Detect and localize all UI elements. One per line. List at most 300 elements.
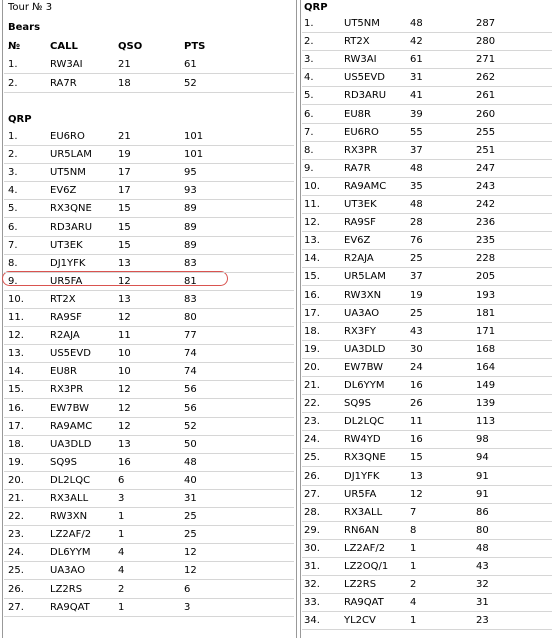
pts-cell: 242 xyxy=(476,199,496,210)
row-separator xyxy=(4,254,294,255)
rank-cell: 15. xyxy=(304,271,320,283)
call-cell: DL2LQC xyxy=(344,416,385,428)
pts-cell: 48 xyxy=(476,542,489,554)
pts-cell: 89 xyxy=(184,239,197,251)
pts-cell: 3 xyxy=(184,601,191,613)
qso-cell: 1 xyxy=(410,615,417,627)
call-cell: EW7BW xyxy=(50,402,89,414)
rank-cell: 15. xyxy=(8,384,24,396)
qso-cell: 13 xyxy=(410,470,423,482)
row-separator xyxy=(4,236,294,237)
rank-cell: 12. xyxy=(8,330,24,342)
row-separator xyxy=(4,272,294,273)
pts-cell: 61 xyxy=(184,59,197,70)
call-cell: RX3ALL xyxy=(50,493,89,504)
qso-cell: 42 xyxy=(410,36,423,48)
rank-cell: 8. xyxy=(8,257,18,269)
row-separator xyxy=(302,267,552,268)
row-separator xyxy=(4,616,294,617)
call-cell: RX3ALL xyxy=(344,506,383,518)
pts-cell: 171 xyxy=(476,325,496,337)
pts-cell: 247 xyxy=(476,162,496,174)
column-divider xyxy=(296,0,297,638)
row-separator xyxy=(4,453,294,454)
pts-cell: 52 xyxy=(184,420,197,432)
call-cell: LZ2AF/2 xyxy=(50,529,92,541)
rank-cell: 18. xyxy=(304,325,320,337)
qso-cell: 1 xyxy=(118,601,125,613)
pts-cell: 101 xyxy=(184,131,204,142)
row-separator xyxy=(302,448,552,449)
pts-cell: 164 xyxy=(476,361,496,373)
qso-cell: 12 xyxy=(118,384,131,396)
pts-cell: 235 xyxy=(476,235,496,247)
qso-cell: 16 xyxy=(118,456,131,468)
pts-cell: 80 xyxy=(476,524,489,536)
qso-cell: 21 xyxy=(118,131,131,142)
row-separator xyxy=(4,380,294,381)
col-number-header: № xyxy=(8,41,21,52)
call-cell: UT3EK xyxy=(344,199,377,210)
call-cell: UA3AO xyxy=(50,565,86,577)
call-cell: DJ1YFK xyxy=(50,257,86,269)
left-border xyxy=(2,0,3,638)
rank-cell: 19. xyxy=(8,456,24,468)
pts-cell: 228 xyxy=(476,253,496,265)
call-cell: SQ9S xyxy=(344,398,371,410)
call-cell: DJ1YFK xyxy=(344,470,380,482)
row-separator xyxy=(302,430,552,431)
pts-cell: 91 xyxy=(476,470,489,482)
rank-cell: 23. xyxy=(304,416,320,428)
qso-cell: 39 xyxy=(410,108,423,120)
call-cell: RA7R xyxy=(344,162,371,174)
pts-cell: 262 xyxy=(476,72,496,84)
rank-cell: 14. xyxy=(8,366,24,378)
call-cell: UA3DLD xyxy=(50,438,92,450)
qrp-heading-right: QRP xyxy=(304,2,328,13)
qso-cell: 31 xyxy=(410,72,423,84)
call-cell: RW3XN xyxy=(50,511,88,523)
call-cell: RA9SF xyxy=(344,217,376,229)
rank-cell: 10. xyxy=(8,293,24,305)
qso-cell: 1 xyxy=(118,529,125,541)
row-separator xyxy=(302,50,552,51)
row-separator xyxy=(302,539,552,540)
qso-cell: 11 xyxy=(410,416,423,428)
call-cell: UR5LAM xyxy=(344,271,386,283)
rank-cell: 14. xyxy=(304,253,320,265)
pts-cell: 113 xyxy=(476,416,496,428)
rank-cell: 13. xyxy=(304,235,320,247)
rank-cell: 9. xyxy=(8,275,18,287)
call-cell: RT2X xyxy=(344,36,370,48)
rank-cell: 30. xyxy=(304,542,320,554)
rank-cell: 22. xyxy=(304,398,320,410)
qso-cell: 1 xyxy=(410,561,417,572)
qso-cell: 13 xyxy=(118,438,131,450)
rank-cell: 16. xyxy=(304,289,320,301)
row-separator xyxy=(4,181,294,182)
rank-cell: 11. xyxy=(304,199,320,210)
rank-cell: 20. xyxy=(304,361,320,373)
pts-cell: 77 xyxy=(184,330,197,342)
rank-cell: 13. xyxy=(8,348,24,360)
qso-cell: 12 xyxy=(410,488,423,500)
rank-cell: 18. xyxy=(8,438,24,450)
row-separator xyxy=(4,525,294,526)
rank-cell: 17. xyxy=(8,420,24,432)
call-cell: SQ9S xyxy=(50,456,77,468)
call-cell: RX3PR xyxy=(344,144,378,156)
call-cell: UA3AO xyxy=(344,307,380,319)
row-separator xyxy=(302,340,552,341)
qso-cell: 35 xyxy=(410,180,423,192)
row-separator xyxy=(4,362,294,363)
call-cell: EU6RO xyxy=(50,131,85,142)
col-call-header: CALL xyxy=(50,41,78,52)
call-cell: UT3EK xyxy=(50,239,83,251)
row-separator xyxy=(302,358,552,359)
qso-cell: 25 xyxy=(410,307,423,319)
call-cell: RT2X xyxy=(50,293,76,305)
bears-heading: Bears xyxy=(8,22,41,33)
rank-cell: 8. xyxy=(304,144,314,156)
row-separator xyxy=(4,471,294,472)
rank-cell: 7. xyxy=(304,126,314,138)
pts-cell: 139 xyxy=(476,398,496,410)
pts-cell: 255 xyxy=(476,126,496,138)
qso-cell: 24 xyxy=(410,361,423,373)
call-cell: LZ2RS xyxy=(344,579,377,591)
call-cell: RW4YD xyxy=(344,434,381,446)
qso-cell: 41 xyxy=(410,90,423,102)
pts-cell: 56 xyxy=(184,384,197,396)
row-separator xyxy=(4,163,294,164)
call-cell: RX3FY xyxy=(344,325,377,337)
pts-cell: 261 xyxy=(476,90,496,102)
qso-cell: 12 xyxy=(118,275,131,287)
rank-cell: 4. xyxy=(304,72,314,84)
call-cell: DL6YYM xyxy=(50,547,91,559)
qso-cell: 1 xyxy=(118,511,125,523)
pts-cell: 236 xyxy=(476,217,496,229)
pts-cell: 74 xyxy=(184,348,197,360)
row-separator xyxy=(302,249,552,250)
pts-cell: 93 xyxy=(184,185,197,197)
call-cell: RW3XN xyxy=(344,289,382,301)
rank-cell: 20. xyxy=(8,474,24,486)
pts-cell: 31 xyxy=(184,493,197,504)
pts-cell: 287 xyxy=(476,18,496,29)
rank-cell: 32. xyxy=(304,579,320,591)
pts-cell: 81 xyxy=(184,275,197,287)
call-cell: EV6Z xyxy=(344,235,371,247)
qso-cell: 26 xyxy=(410,398,423,410)
row-separator xyxy=(302,231,552,232)
pts-cell: 48 xyxy=(184,456,197,468)
qso-cell: 12 xyxy=(118,402,131,414)
rank-cell: 28. xyxy=(304,506,320,518)
call-cell: EU8R xyxy=(344,108,371,120)
row-separator xyxy=(302,322,552,323)
rank-cell: 1. xyxy=(304,18,314,29)
call-cell: YL2CV xyxy=(344,615,376,627)
rank-cell: 25. xyxy=(8,565,24,577)
qso-cell: 7 xyxy=(410,506,417,518)
rank-cell: 2. xyxy=(8,149,18,161)
qso-cell: 17 xyxy=(118,167,131,179)
qso-cell: 19 xyxy=(410,289,423,301)
qso-cell: 16 xyxy=(410,380,423,391)
col-qso-header: QSO xyxy=(118,41,143,52)
row-separator xyxy=(4,217,294,218)
qso-cell: 28 xyxy=(410,217,423,229)
qso-cell: 30 xyxy=(410,343,423,355)
rank-cell: 6. xyxy=(8,221,18,233)
qso-cell: 48 xyxy=(410,162,423,174)
row-separator xyxy=(4,417,294,418)
call-cell: US5EVD xyxy=(50,348,91,360)
tour-title: Tour № 3 xyxy=(8,2,53,13)
rank-cell: 11. xyxy=(8,312,24,323)
qso-cell: 3 xyxy=(118,493,125,504)
pts-cell: 91 xyxy=(476,488,489,500)
rank-cell: 29. xyxy=(304,524,320,536)
qso-cell: 48 xyxy=(410,199,423,210)
row-separator xyxy=(4,598,294,599)
row-separator xyxy=(4,326,294,327)
call-cell: UR5LAM xyxy=(50,149,92,161)
pts-cell: 193 xyxy=(476,289,496,301)
row-separator xyxy=(302,68,552,69)
rank-cell: 33. xyxy=(304,597,320,609)
qrp-heading-left: QRP xyxy=(8,114,32,125)
pts-cell: 205 xyxy=(476,271,496,283)
rank-cell: 17. xyxy=(304,307,320,319)
call-cell: EV6Z xyxy=(50,185,77,197)
qso-cell: 25 xyxy=(410,253,423,265)
call-cell: UR5FA xyxy=(50,275,83,287)
pts-cell: 280 xyxy=(476,36,496,48)
row-separator xyxy=(302,575,552,576)
pts-cell: 181 xyxy=(476,307,496,319)
row-separator xyxy=(302,177,552,178)
pts-cell: 86 xyxy=(476,506,489,518)
call-cell: RA9QAT xyxy=(344,597,384,609)
qso-cell: 2 xyxy=(118,583,125,595)
pts-cell: 89 xyxy=(184,203,197,215)
call-cell: RW3AI xyxy=(50,59,83,70)
call-cell: RX3QNE xyxy=(344,452,386,464)
pts-cell: 89 xyxy=(184,221,197,233)
qso-cell: 55 xyxy=(410,126,423,138)
row-separator xyxy=(302,521,552,522)
qso-cell: 61 xyxy=(410,54,423,66)
qso-cell: 2 xyxy=(410,579,417,591)
rank-cell: 25. xyxy=(304,452,320,464)
qso-cell: 12 xyxy=(118,312,131,323)
qso-cell: 37 xyxy=(410,144,423,156)
row-separator xyxy=(302,412,552,413)
pts-cell: 260 xyxy=(476,108,496,120)
qso-cell: 4 xyxy=(118,547,125,559)
pts-cell: 83 xyxy=(184,293,197,305)
row-separator xyxy=(302,611,552,612)
qso-cell: 48 xyxy=(410,18,423,29)
row-separator xyxy=(302,285,552,286)
call-cell: RA9QAT xyxy=(50,601,90,613)
row-separator xyxy=(302,141,552,142)
row-separator xyxy=(302,557,552,558)
row-separator xyxy=(4,290,294,291)
pts-cell: 50 xyxy=(184,438,197,450)
pts-cell: 271 xyxy=(476,54,496,66)
call-cell: RW3AI xyxy=(344,54,377,66)
call-cell: UT5NM xyxy=(50,167,86,179)
rank-cell: 24. xyxy=(8,547,24,559)
pts-cell: 40 xyxy=(184,474,197,486)
row-separator xyxy=(302,466,552,467)
call-cell: DL2LQC xyxy=(50,474,91,486)
call-cell: R2AJA xyxy=(344,253,374,265)
row-separator xyxy=(4,507,294,508)
rank-cell: 5. xyxy=(8,203,18,215)
qso-cell: 6 xyxy=(118,474,125,486)
rank-cell: 10. xyxy=(304,180,320,192)
qso-cell: 15 xyxy=(118,203,131,215)
rank-cell: 31. xyxy=(304,561,320,572)
row-separator xyxy=(302,503,552,504)
row-separator xyxy=(302,304,552,305)
rank-cell: 21. xyxy=(304,380,320,391)
call-cell: LZ2AF/2 xyxy=(344,542,386,554)
call-cell: RX3PR xyxy=(50,384,84,396)
col-pts-header: PTS xyxy=(184,41,206,52)
call-cell: EU8R xyxy=(50,366,77,378)
qso-cell: 13 xyxy=(118,257,131,269)
rank-cell: 19. xyxy=(304,343,320,355)
qso-cell: 17 xyxy=(118,185,131,197)
qso-cell: 76 xyxy=(410,235,423,247)
pts-cell: 101 xyxy=(184,149,204,161)
pts-cell: 168 xyxy=(476,343,496,355)
pts-cell: 251 xyxy=(476,144,496,156)
rank-cell: 7. xyxy=(8,239,18,251)
row-separator xyxy=(4,199,294,200)
row-separator xyxy=(302,629,552,630)
pts-cell: 243 xyxy=(476,180,496,192)
qso-cell: 10 xyxy=(118,348,131,360)
row-separator xyxy=(4,92,294,93)
call-cell: RN6AN xyxy=(344,524,380,536)
row-separator xyxy=(4,308,294,309)
rank-cell: 9. xyxy=(304,162,314,174)
pts-cell: 43 xyxy=(476,561,489,572)
rank-cell: 3. xyxy=(8,167,18,179)
rank-cell: 12. xyxy=(304,217,320,229)
rank-cell: 22. xyxy=(8,511,24,523)
pts-cell: 83 xyxy=(184,257,197,269)
pts-cell: 98 xyxy=(476,434,489,446)
row-separator xyxy=(4,344,294,345)
pts-cell: 12 xyxy=(184,547,197,559)
qso-cell: 19 xyxy=(118,149,131,161)
qso-cell: 10 xyxy=(118,366,131,378)
call-cell: RA9AMC xyxy=(50,420,93,432)
call-cell: UA3DLD xyxy=(344,343,386,355)
call-cell: RA9AMC xyxy=(344,180,387,192)
rank-cell: 16. xyxy=(8,402,24,414)
row-separator xyxy=(4,561,294,562)
pts-cell: 25 xyxy=(184,511,197,523)
row-separator xyxy=(4,73,294,74)
call-cell: UT5NM xyxy=(344,18,380,29)
row-separator xyxy=(302,376,552,377)
rank-cell: 3. xyxy=(304,54,314,66)
qso-cell: 11 xyxy=(118,330,131,342)
qso-cell: 37 xyxy=(410,271,423,283)
qso-cell: 1 xyxy=(410,542,417,554)
row-separator xyxy=(302,86,552,87)
rank-cell: 23. xyxy=(8,529,24,541)
row-separator xyxy=(302,104,552,105)
rank-cell: 26. xyxy=(8,583,24,595)
row-separator xyxy=(302,394,552,395)
pts-cell: 80 xyxy=(184,312,197,323)
call-cell: RD3ARU xyxy=(50,221,93,233)
qso-cell: 18 xyxy=(118,78,131,89)
call-cell: EU6RO xyxy=(344,126,379,138)
rank-cell: 1. xyxy=(8,131,18,142)
pts-cell: 6 xyxy=(184,583,191,595)
call-cell: EW7BW xyxy=(344,361,383,373)
row-separator xyxy=(302,32,552,33)
pts-cell: 94 xyxy=(476,452,489,464)
call-cell: DL6YYM xyxy=(344,380,385,391)
rank-cell: 27. xyxy=(304,488,320,500)
rank-cell: 2. xyxy=(304,36,314,48)
rank-cell: 4. xyxy=(8,185,18,197)
call-cell: UR5FA xyxy=(344,488,377,500)
qso-cell: 8 xyxy=(410,524,417,536)
pts-cell: 74 xyxy=(184,366,197,378)
call-cell: LZ2RS xyxy=(50,583,83,595)
qso-cell: 21 xyxy=(118,59,131,70)
rank-cell: 1. xyxy=(8,59,18,70)
row-separator xyxy=(302,195,552,196)
pts-cell: 56 xyxy=(184,402,197,414)
pts-cell: 32 xyxy=(476,579,489,591)
call-cell: US5EVD xyxy=(344,72,385,84)
pts-cell: 52 xyxy=(184,78,197,89)
pts-cell: 95 xyxy=(184,167,197,179)
call-cell: RA9SF xyxy=(50,312,82,323)
qso-cell: 4 xyxy=(118,565,125,577)
row-separator xyxy=(4,543,294,544)
rank-cell: 24. xyxy=(304,434,320,446)
row-separator xyxy=(4,579,294,580)
call-cell: R2AJA xyxy=(50,330,80,342)
call-cell: RA7R xyxy=(50,78,77,89)
row-separator xyxy=(302,213,552,214)
call-cell: RD3ARU xyxy=(344,90,387,102)
pts-cell: 31 xyxy=(476,597,489,609)
row-separator xyxy=(4,435,294,436)
qso-cell: 15 xyxy=(118,239,131,251)
call-cell: LZ2OQ/1 xyxy=(344,561,389,572)
qso-cell: 4 xyxy=(410,597,417,609)
